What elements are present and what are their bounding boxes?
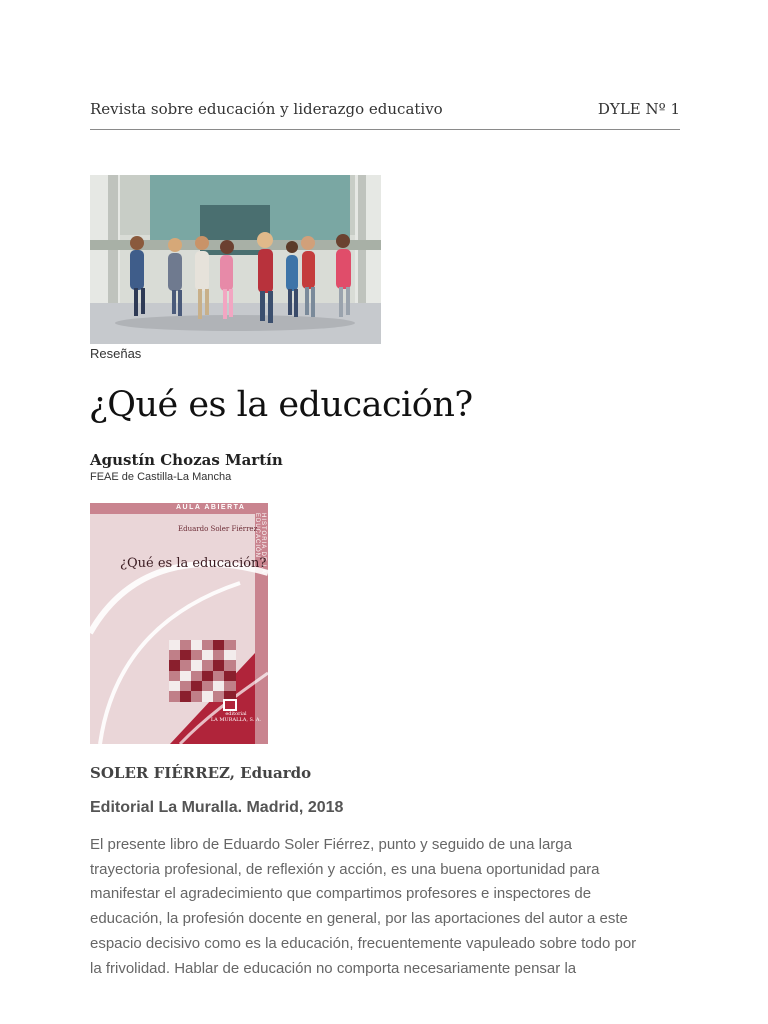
book-author: SOLER FIÉRREZ, Eduardo: [90, 764, 312, 782]
section-label: Reseñas: [90, 346, 142, 361]
body-line: espacio decisivo como es la educación, frecuentemente vapuleado sobre todo por: [90, 934, 637, 952]
cover-title: ¿Qué es la educación?: [120, 556, 267, 571]
issue-number: DYLE Nº 1: [597, 100, 680, 118]
cover-publisher-line1: editorial: [225, 711, 247, 717]
author-affiliation: FEAE de Castilla-La Mancha: [90, 471, 232, 483]
body-line: trayectoria profesional, de reflexión y acción, es una buena oportunidad para: [90, 860, 600, 878]
cover-author: Eduardo Soler Fiérrez: [178, 525, 258, 533]
article-title: ¿Qué es la educación?: [89, 385, 473, 425]
book-cover: [90, 503, 268, 744]
cover-publisher-line2: LA MURALLA, S. A.: [210, 717, 262, 723]
cover-series-band: AULA ABIERTA: [176, 504, 246, 511]
review-body: [90, 833, 685, 981]
cover-series-vertical: HISTORIA DE LA EDUCACIÓN: [254, 513, 266, 574]
body-line: El presente libro de Eduardo Soler Fiérrez, punto y seguido de una larga: [90, 836, 572, 853]
page-header: [90, 98, 680, 130]
journal-name: Revista sobre educación y liderazgo educativo: [90, 100, 443, 118]
body-line: manifestar el agradecimiento que compartimos profesores e inspectores de: [90, 885, 592, 903]
children-running-photo: [90, 175, 381, 344]
book-publisher: Editorial La Muralla. Madrid, 2018: [90, 799, 344, 816]
body-line: la frivolidad. Hablar de educación no comporta necesariamente pensar la: [90, 959, 577, 977]
cover-publisher: [210, 711, 262, 723]
article-author: Agustín Chozas Martín: [90, 451, 283, 469]
body-line: educación, la profesión docente en general, por las aportaciones del autor a este: [90, 910, 628, 928]
